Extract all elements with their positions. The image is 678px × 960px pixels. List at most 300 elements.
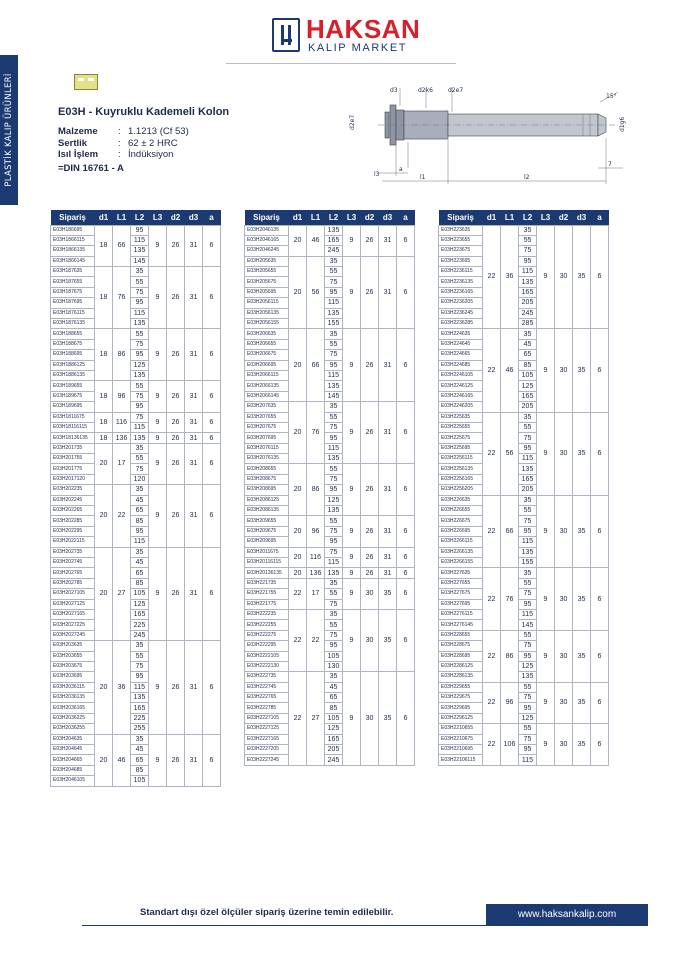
l2-value: 55 (131, 651, 149, 661)
product-specs (58, 126, 189, 174)
d2-value: 26 (167, 547, 185, 641)
d3-value: 31 (185, 641, 203, 735)
column-header: d2 (167, 210, 185, 225)
d3-value: 31 (379, 464, 397, 516)
order-code: E03H2236245 (439, 308, 483, 318)
l2-value: 125 (325, 495, 343, 505)
order-code: E03H209655 (245, 516, 289, 526)
d3-value: 31 (185, 485, 203, 547)
d1-value: 20 (95, 485, 113, 547)
l2-value: 225 (131, 713, 149, 723)
l2-value: 135 (325, 506, 343, 516)
l3-value: 9 (343, 672, 361, 766)
order-code: E03H202765 (51, 568, 95, 578)
category-sidebar (0, 55, 18, 205)
l2-value: 285 (519, 319, 537, 329)
order-code: E03H229675 (439, 693, 483, 703)
order-code: E03H203635 (51, 641, 95, 651)
d2-value: 30 (555, 682, 573, 724)
l1-value: 136 (307, 568, 325, 578)
l2-value: 75 (325, 630, 343, 640)
l2-value: 115 (519, 454, 537, 464)
order-code: E03H2036165 (51, 703, 95, 713)
a-value: 6 (203, 412, 221, 433)
order-code: E03H208675 (245, 474, 289, 484)
label-angle: 15° (606, 93, 617, 100)
d3-value: 31 (379, 329, 397, 402)
d3-value: 31 (185, 267, 203, 329)
l3-value: 9 (537, 724, 555, 766)
order-code: E03H206675 (245, 350, 289, 360)
l3-value: 9 (149, 485, 167, 547)
d1-value: 20 (289, 329, 307, 402)
a-value: 6 (203, 547, 221, 641)
l2-value: 95 (519, 256, 537, 266)
d3-value: 31 (379, 225, 397, 256)
l2-value: 115 (519, 755, 537, 765)
a-value: 6 (203, 485, 221, 547)
l3-value: 9 (149, 329, 167, 381)
a-value: 6 (591, 630, 609, 682)
l2-value: 95 (131, 672, 149, 682)
label-seven: 7 (608, 161, 612, 168)
l2-value: 115 (325, 558, 343, 568)
d2-value: 26 (167, 412, 185, 433)
l3-value: 9 (537, 495, 555, 568)
l2-value: 45 (131, 495, 149, 505)
l2-value: 135 (325, 381, 343, 391)
l2-value: 145 (131, 256, 149, 266)
d3-value: 35 (573, 682, 591, 724)
column-header: L3 (149, 210, 167, 225)
order-code: E03H2256115 (439, 454, 483, 464)
l2-value: 35 (325, 402, 343, 412)
column-header: a (397, 210, 415, 225)
l2-value: 165 (519, 474, 537, 484)
order-code: E03H2027225 (51, 620, 95, 630)
d3-value: 31 (379, 568, 397, 578)
category-label: PLASTİK KALIP ÜRÜNLERİ (4, 73, 14, 187)
l2-value: 205 (519, 402, 537, 412)
d3-value: 31 (185, 433, 203, 443)
l2-value: 45 (325, 682, 343, 692)
l2-value: 125 (519, 381, 537, 391)
column-header: L2 (519, 210, 537, 225)
l2-value: 75 (325, 277, 343, 287)
table-row (51, 433, 221, 443)
order-code: E03H204685 (51, 765, 95, 775)
l2-value: 205 (325, 745, 343, 755)
order-code: E03H2276145 (439, 620, 483, 630)
order-code: E03H2286135 (439, 672, 483, 682)
d2-value: 30 (555, 225, 573, 329)
order-code: E03H221775 (245, 599, 289, 609)
d3-value: 31 (185, 443, 203, 485)
l1-value: 96 (307, 516, 325, 547)
l3-value: 9 (343, 568, 361, 578)
order-code: E03H189655 (51, 381, 95, 391)
product-type-icon (74, 74, 98, 90)
d2-value: 26 (167, 641, 185, 735)
order-code: E03H2266115 (439, 537, 483, 547)
order-code: E03H229655 (439, 682, 483, 692)
d1-value: 22 (483, 225, 501, 329)
product-title: E03H - Kuyruklu Kademeli Kolon (58, 106, 230, 118)
table-row (51, 734, 221, 744)
order-code: E03H2011675 (245, 547, 289, 557)
d2-value: 30 (361, 578, 379, 609)
l2-value: 115 (131, 422, 149, 432)
d1-value: 22 (289, 578, 307, 609)
table-row (439, 630, 609, 640)
d3-value: 31 (185, 412, 203, 433)
l2-value: 95 (519, 599, 537, 609)
l2-value: 35 (325, 672, 343, 682)
l2-value: 120 (131, 474, 149, 484)
order-code: E03H223695 (439, 256, 483, 266)
l2-value: 35 (131, 734, 149, 744)
order-code: E03H229695 (439, 703, 483, 713)
product-table (50, 210, 221, 787)
d1-value: 20 (289, 547, 307, 568)
spec-row: Malzeme : 1.1213 (Cf 53) (58, 126, 189, 137)
spec-key: Isıl İşlem (58, 149, 99, 160)
a-value: 6 (203, 225, 221, 267)
order-code: E03H189695 (51, 402, 95, 412)
a-value: 6 (397, 568, 415, 578)
d1-value: 20 (95, 641, 113, 735)
l2-value: 95 (519, 703, 537, 713)
d2-value: 26 (361, 547, 379, 568)
l3-value: 9 (149, 433, 167, 443)
d2-value: 30 (555, 495, 573, 568)
table-row (245, 547, 415, 557)
l2-value: 95 (325, 485, 343, 495)
order-code: E03H204665 (51, 755, 95, 765)
l3-value: 9 (343, 578, 361, 609)
l2-value: 55 (519, 578, 537, 588)
d2-value: 30 (361, 609, 379, 671)
d2-value: 30 (361, 672, 379, 766)
l2-value: 45 (519, 339, 537, 349)
d2-value: 26 (167, 734, 185, 786)
order-code: E03H2046165 (245, 235, 289, 245)
l2-value: 95 (131, 402, 149, 412)
order-code: E03H2086135 (245, 506, 289, 516)
l3-value: 9 (537, 630, 555, 682)
order-code: E03H202735 (51, 547, 95, 557)
l2-value: 55 (131, 329, 149, 339)
a-value: 6 (203, 381, 221, 412)
l3-value: 9 (149, 412, 167, 433)
l2-value: 75 (131, 339, 149, 349)
l2-value: 125 (519, 661, 537, 671)
l1-value: 27 (307, 672, 325, 766)
order-code: E03H188675 (51, 339, 95, 349)
order-code: E03H2266155 (439, 558, 483, 568)
order-code: E03H227695 (439, 599, 483, 609)
column-header: d3 (573, 210, 591, 225)
order-code: E03H1811675 (51, 412, 95, 422)
l1-value: 136 (113, 433, 131, 443)
l2-value: 115 (325, 298, 343, 308)
l3-value: 9 (537, 225, 555, 329)
l1-value: 17 (307, 578, 325, 609)
a-value: 6 (203, 734, 221, 786)
l2-value: 105 (131, 589, 149, 599)
d1-value: 20 (289, 225, 307, 256)
order-code: E03H2236135 (439, 277, 483, 287)
l2-value: 35 (131, 547, 149, 557)
l2-value: 105 (325, 713, 343, 723)
order-code: E03H2210655 (439, 724, 483, 734)
order-code: E03H2036135 (51, 693, 95, 703)
l2-value: 165 (131, 609, 149, 619)
table-row (439, 568, 609, 578)
d1-value: 22 (483, 329, 501, 412)
column-header: d1 (483, 210, 501, 225)
l1-value: 66 (113, 225, 131, 267)
d3-value: 35 (573, 225, 591, 329)
l1-value: 66 (501, 495, 519, 568)
l2-value: 135 (131, 319, 149, 329)
order-code: E03H2036115 (51, 682, 95, 692)
l3-value: 9 (149, 267, 167, 329)
l2-value: 125 (519, 713, 537, 723)
order-code: E03H2246105 (439, 370, 483, 380)
d2-value: 26 (167, 329, 185, 381)
order-code: E03H228655 (439, 630, 483, 640)
l2-value: 95 (325, 287, 343, 297)
l2-value: 135 (131, 433, 149, 443)
d2-value: 30 (555, 630, 573, 682)
l2-value: 35 (325, 329, 343, 339)
a-value: 6 (591, 225, 609, 329)
l2-value: 135 (325, 225, 343, 235)
brand-logo[interactable] (272, 12, 421, 60)
column-header: Sipariş (245, 210, 289, 225)
l2-value: 65 (131, 506, 149, 516)
a-value: 6 (203, 641, 221, 735)
l3-value: 9 (343, 329, 361, 402)
l1-value: 86 (307, 464, 325, 516)
order-code: E03H227655 (439, 578, 483, 588)
order-code: E03H2266135 (439, 547, 483, 557)
l1-value: 56 (501, 412, 519, 495)
l1-value: 96 (113, 381, 131, 412)
d3-value: 31 (185, 329, 203, 381)
website-link[interactable]: www.haksankalip.com (486, 904, 648, 926)
label-a: a (399, 166, 403, 173)
column-header: Sipariş (51, 210, 95, 225)
l1-value: 36 (501, 225, 519, 329)
l2-value: 255 (131, 724, 149, 734)
order-code: E03H2036255 (51, 724, 95, 734)
l3-value: 9 (537, 568, 555, 630)
d3-value: 31 (379, 547, 397, 568)
l2-value: 55 (325, 516, 343, 526)
d3-value: 35 (379, 578, 397, 609)
l2-value: 145 (325, 391, 343, 401)
order-code: E03H202745 (51, 558, 95, 568)
column-header: d3 (379, 210, 397, 225)
table-row (439, 412, 609, 422)
l1-value: 116 (113, 412, 131, 433)
order-code: E03H227675 (439, 589, 483, 599)
order-code: E03H2017120 (51, 474, 95, 484)
l2-value: 55 (325, 339, 343, 349)
order-code: E03H228675 (439, 641, 483, 651)
order-code: E03H2056135 (245, 308, 289, 318)
d2-value: 26 (167, 485, 185, 547)
order-code: E03H201735 (51, 443, 95, 453)
d1-value: 22 (483, 724, 501, 766)
l2-value: 55 (519, 506, 537, 516)
a-value: 6 (591, 412, 609, 495)
order-code: E03H209695 (245, 537, 289, 547)
l2-value: 95 (325, 360, 343, 370)
d3-value: 35 (573, 630, 591, 682)
a-value: 6 (591, 682, 609, 724)
table-row (245, 672, 415, 682)
l2-value: 35 (519, 412, 537, 422)
product-table (438, 210, 609, 766)
d3-value: 31 (185, 547, 203, 641)
order-code: E03H208655 (245, 464, 289, 474)
l2-value: 75 (325, 526, 343, 536)
l2-value: 205 (519, 298, 537, 308)
l2-value: 135 (131, 370, 149, 380)
d1-value: 20 (289, 256, 307, 329)
a-value: 6 (591, 568, 609, 630)
l2-value: 95 (131, 298, 149, 308)
d2-value: 26 (167, 381, 185, 412)
l2-value: 35 (131, 485, 149, 495)
column-header: d2 (361, 210, 379, 225)
label-d1: d1g6 (619, 116, 626, 132)
l1-value: 46 (113, 734, 131, 786)
l2-value: 55 (519, 422, 537, 432)
order-code: E03H222745 (245, 682, 289, 692)
l3-value: 9 (149, 641, 167, 735)
l2-value: 95 (519, 526, 537, 536)
order-code: E03H2236285 (439, 319, 483, 329)
order-code: E03H1876115 (51, 308, 95, 318)
a-value: 6 (397, 609, 415, 671)
table-header-row (439, 210, 609, 225)
order-code: E03H2222130 (245, 661, 289, 671)
column-header: d2 (555, 210, 573, 225)
order-code: E03H2296125 (439, 713, 483, 723)
l2-value: 85 (131, 578, 149, 588)
order-code: E03H18116115 (51, 422, 95, 432)
l2-value: 155 (519, 558, 537, 568)
order-code: E03H206635 (245, 329, 289, 339)
l2-value: 75 (325, 547, 343, 557)
l2-value: 135 (325, 308, 343, 318)
d2-value: 26 (167, 267, 185, 329)
l3-value: 9 (149, 547, 167, 641)
l2-value: 75 (131, 661, 149, 671)
l2-value: 55 (519, 630, 537, 640)
l3-value: 9 (343, 225, 361, 256)
technical-drawing (338, 80, 638, 188)
l1-value: 36 (113, 641, 131, 735)
l2-value: 55 (325, 464, 343, 474)
l2-value: 95 (519, 651, 537, 661)
l2-value: 75 (519, 433, 537, 443)
order-code: E03H222275 (245, 630, 289, 640)
d1-value: 18 (95, 267, 113, 329)
l2-value: 115 (131, 235, 149, 245)
label-l3: l3 (374, 171, 380, 178)
din-standard: =DIN 16761 - A (58, 162, 124, 174)
label-l1: l1 (420, 174, 426, 181)
l2-value: 75 (131, 391, 149, 401)
d3-value: 31 (379, 402, 397, 464)
l1-value: 66 (307, 329, 325, 402)
table-row (51, 225, 221, 235)
l3-value: 9 (343, 464, 361, 516)
column-header: L1 (501, 210, 519, 225)
l2-value: 45 (131, 745, 149, 755)
d2-value: 30 (555, 412, 573, 495)
l2-value: 55 (325, 589, 343, 599)
order-code: E03H205635 (245, 256, 289, 266)
d1-value: 22 (483, 495, 501, 568)
product-table (244, 210, 415, 766)
a-value: 6 (397, 547, 415, 568)
d2-value: 26 (361, 225, 379, 256)
spec-key: Malzeme (58, 126, 98, 137)
order-code: E03H206655 (245, 339, 289, 349)
l2-value: 75 (325, 474, 343, 484)
a-value: 6 (397, 516, 415, 547)
table-row (51, 547, 221, 557)
a-value: 6 (397, 464, 415, 516)
order-code: E03H224635 (439, 329, 483, 339)
d2-value: 26 (361, 516, 379, 547)
column-header: L2 (325, 210, 343, 225)
l2-value: 55 (131, 381, 149, 391)
order-code: E03H2056115 (245, 298, 289, 308)
l2-value: 135 (519, 277, 537, 287)
order-code: E03H207635 (245, 402, 289, 412)
order-code: E03H186695 (51, 225, 95, 235)
table-row (51, 485, 221, 495)
l2-value: 165 (325, 734, 343, 744)
order-code: E03H222765 (245, 693, 289, 703)
order-code: E03H2227245 (245, 755, 289, 765)
order-code: E03H2076115 (245, 443, 289, 453)
d3-value: 35 (573, 495, 591, 568)
order-code: E03H224665 (439, 350, 483, 360)
l2-value: 145 (519, 620, 537, 630)
d3-value: 31 (379, 256, 397, 329)
column-header: L1 (307, 210, 325, 225)
l1-value: 86 (113, 329, 131, 381)
label-d2e7: d2e7 (448, 87, 464, 94)
d2-value: 26 (361, 256, 379, 329)
table-row (245, 329, 415, 339)
table-row (51, 267, 221, 277)
order-code: E03H203695 (51, 672, 95, 682)
l2-value: 55 (325, 620, 343, 630)
d1-value: 18 (95, 381, 113, 412)
table-row (245, 568, 415, 578)
l2-value: 55 (519, 235, 537, 245)
l2-value: 135 (325, 454, 343, 464)
